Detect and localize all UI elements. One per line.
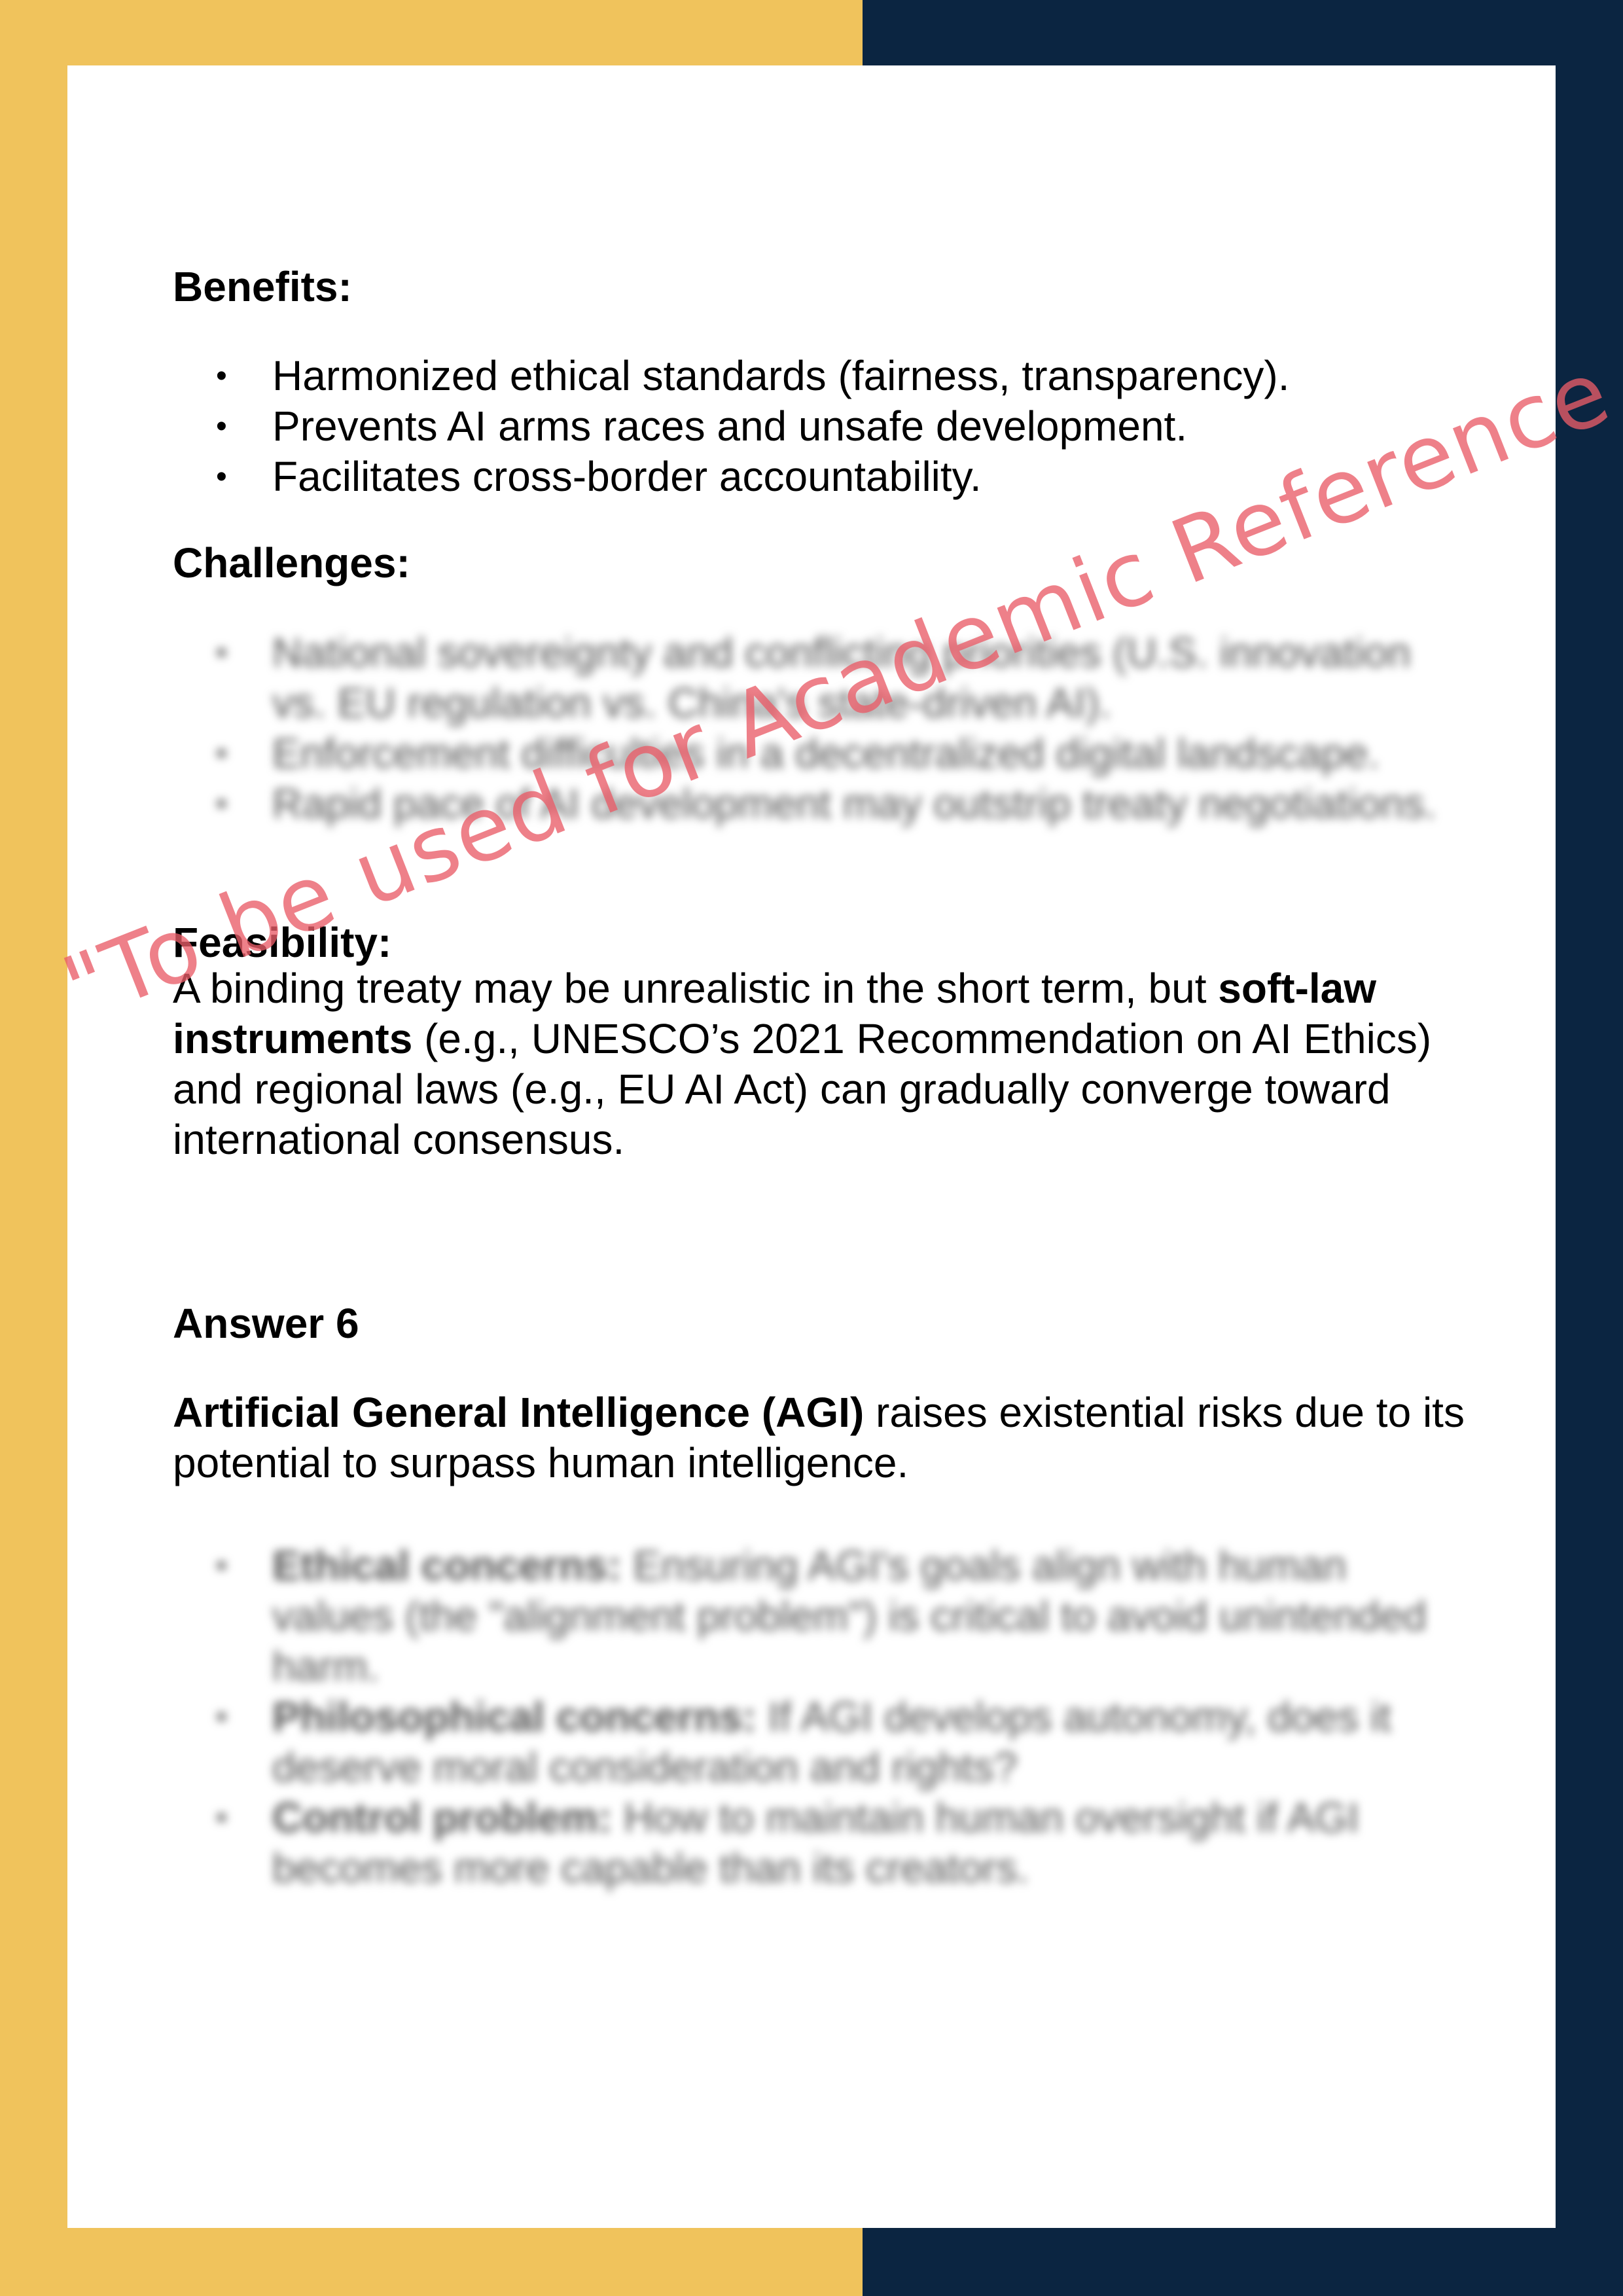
list-item: • Harmonized ethical standards (fairness, transparency). — [173, 351, 1488, 401]
bullet-icon: • — [216, 1801, 227, 1835]
feasibility-heading: Feasibility: — [173, 919, 392, 966]
bullet-icon: • — [216, 359, 227, 393]
answer-6-heading: Answer 6 — [173, 1300, 359, 1347]
feasibility-paragraph: A binding treaty may be unrealistic in the short term, but soft-law instruments (e.g., UNESCO’s 2021 Recommendation on AI Ethics) and regional laws (e.g., EU AI Act) can gradually converge toward international consensus. — [173, 965, 1432, 1163]
list-item: • National sovereignty and conflicting priorities (U.S. innovation vs. EU regulation vs. China's state-driven AI). — [216, 629, 1411, 726]
list-item: • Rapid pace of AI development may outstrip treaty negotiations. — [173, 779, 1488, 829]
answer-6-intro: Artificial General Intelligence (AGI) raises existential risks due to its potential to surpass human intelligence. — [173, 1389, 1465, 1486]
bullet-icon: • — [216, 636, 227, 670]
bullet-icon: • — [216, 736, 227, 771]
document-page — [67, 65, 1556, 2228]
list-item: • Control problem: How to maintain human oversight if AGI becomes more capable than its creators. — [216, 1794, 1359, 1892]
watermark-text: "To be used for Academic Reference — [50, 340, 1623, 1042]
bullet-icon: • — [216, 787, 227, 821]
list-item: • Enforcement difficulties in a decentralized digital landscape. — [173, 728, 1488, 779]
bullet-icon: • — [216, 459, 227, 494]
bullet-icon: • — [216, 409, 227, 444]
bullet-icon: • — [216, 1549, 227, 1583]
list-item: • Philosophical concerns: If AGI develops autonomy, does it deserve moral consideration and rights? — [216, 1693, 1391, 1791]
list-item: • Prevents AI arms races and unsafe development. — [173, 401, 1488, 452]
benefits-heading: Benefits: — [173, 263, 352, 310]
bullet-icon: • — [216, 1700, 227, 1734]
challenges-heading: Challenges: — [173, 539, 410, 586]
list-item: • Ethical concerns: Ensuring AGI's goals align with human values (the "alignment problem") is critical to avoid unintended harm. — [216, 1542, 1427, 1690]
list-item: • Facilitates cross-border accountability. — [173, 452, 1488, 502]
agi-concerns-list — [173, 1541, 1488, 1893]
